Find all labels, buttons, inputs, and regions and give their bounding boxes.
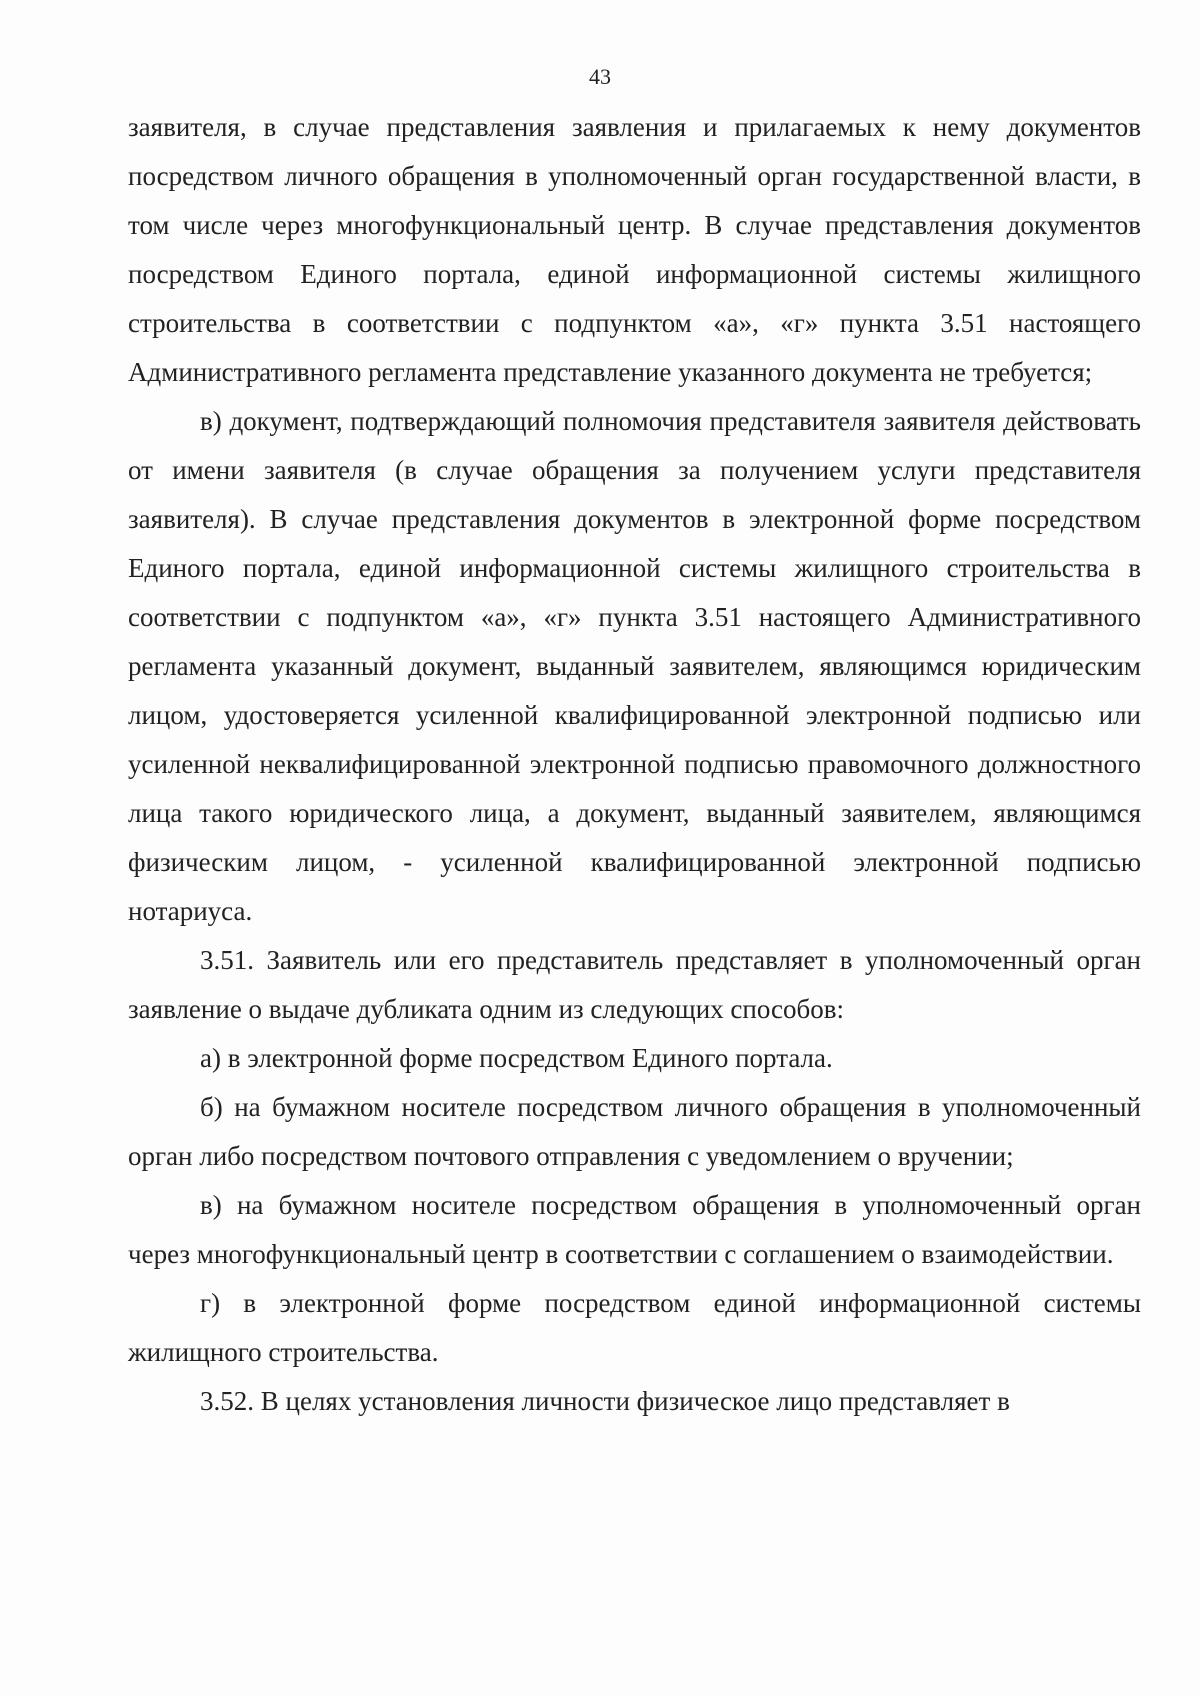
page-number: 43: [589, 64, 611, 89]
paragraph-item-b: б) на бумажном носителе посредством личного обращения в уполномоченный орган либо посредством почтового отправления с уведомлением о вручении;: [128, 1092, 1141, 1171]
paragraph-item-v: в) на бумажном носителе посредством обращения в уполномоченный орган через многофункциональный центр в соответствии с соглашением о взаимодействии.: [128, 1190, 1141, 1269]
document-body: [128, 103, 1141, 1426]
paragraph-continuation: заявителя, в случае представления заявления и прилагаемых к нему документов посредством личного обращения в уполномоченный орган государственной власти, в том числе через многофункциональный центр. В случае представления документов посредством Единого портала, единой информационной системы жилищного строительства в соответствии с подпунктом «а», «г» пункта 3.51 настоящего Административного регламента представление указанного документа не требуется;: [128, 112, 1141, 387]
paragraph-3-52: 3.52. В целях установления личности физическое лицо представляет в: [200, 1386, 1010, 1416]
paragraph-item-v-representative-document: в) документ, подтверждающий полномочия представителя заявителя действовать от имени заявителя (в случае обращения за получением услуги представителя заявителя). В случае представления документов в электронной форме посредством Единого портала, единой информационной системы жилищного строительства в соответствии с подпунктом «а», «г» пункта 3.51 настоящего Административного регламента указанный документ, выданный заявителем, являющимся юридическим лицом, удостоверяется усиленной квалифицированной электронной подписью или усиленной неквалифицированной электронной подписью правомочного должностного лица такого юридического лица, а документ, выданный заявителем, являющимся физическим лицом, - усиленной квалифицированной электронной подписью нотариуса.: [128, 406, 1141, 926]
paragraph-3-51: 3.51. Заявитель или его представитель представляет в уполномоченный орган заявление о выдаче дубликата одним из следующих способов:: [128, 945, 1141, 1024]
paragraph-item-a: а) в электронной форме посредством Единого портала.: [200, 1043, 833, 1073]
paragraph-item-g: г) в электронной форме посредством единой информационной системы жилищного строительства.: [128, 1288, 1141, 1367]
